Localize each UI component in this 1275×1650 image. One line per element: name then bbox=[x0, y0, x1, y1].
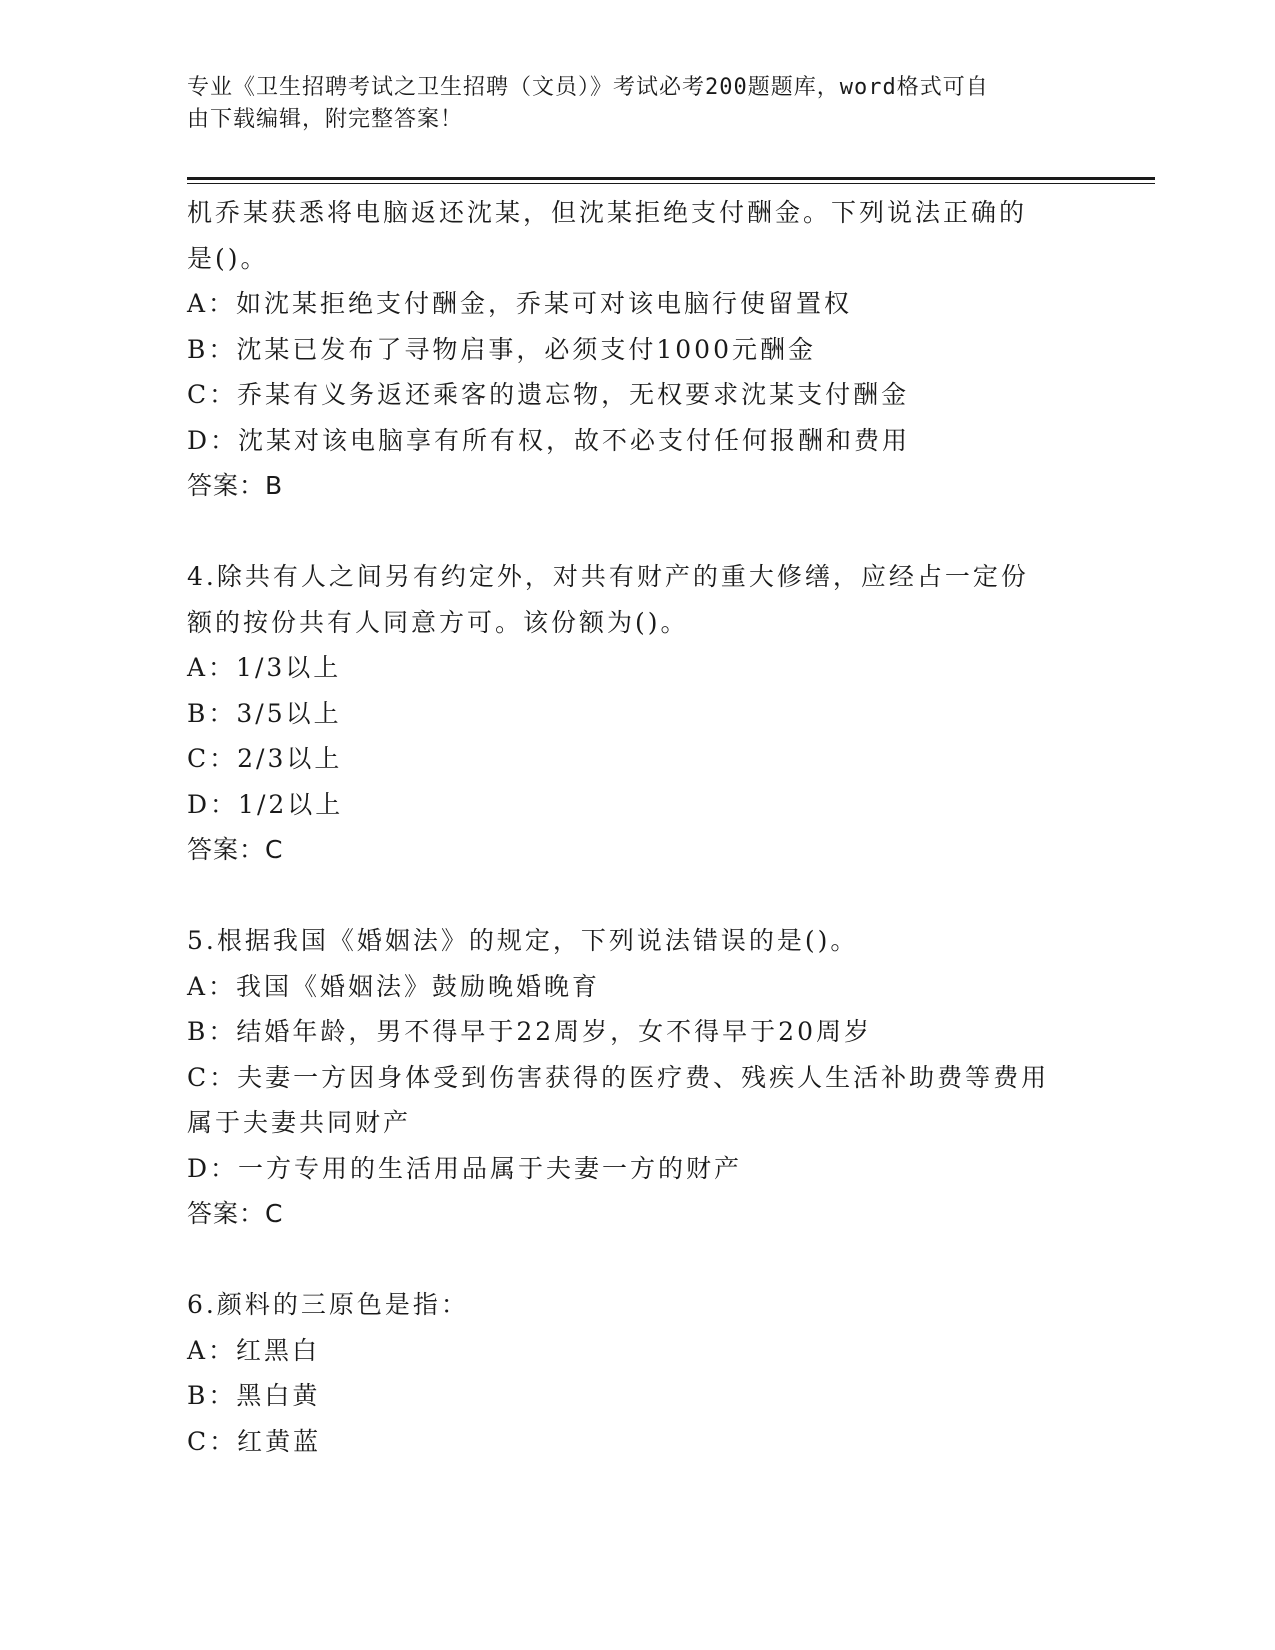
header-rule-thick bbox=[187, 177, 1155, 180]
question-6 bbox=[187, 1282, 1077, 1464]
option-c: C：乔某有义务返还乘客的遗忘物，无权要求沈某支付酬金 bbox=[187, 380, 910, 409]
question-4 bbox=[187, 554, 1077, 873]
option-a: A：1/3以上 bbox=[187, 653, 342, 682]
option-a: A：如沈某拒绝支付酬金，乔某可对该电脑行使留置权 bbox=[187, 289, 853, 318]
question-list bbox=[187, 190, 1077, 1464]
document-header bbox=[187, 72, 1067, 136]
option-d: D：沈某对该电脑享有所有权，故不必支付任何报酬和费用 bbox=[187, 425, 911, 455]
answer-label: 答案：C bbox=[187, 835, 284, 864]
spacer bbox=[187, 1237, 1077, 1283]
option-b: B：沈某已发布了寻物启事，必须支付1000元酬金 bbox=[187, 334, 816, 364]
question-stem: 额的按份共有人同意方可。该份额为()。 bbox=[187, 607, 689, 637]
header-line-1: 专业《卫生招聘考试之卫生招聘（文员）》考试必考200题题库，word格式可自 bbox=[187, 75, 989, 100]
option-c-continued: 属于夫妻共同财产 bbox=[187, 1108, 412, 1137]
spacer bbox=[187, 873, 1077, 919]
header-rule-thin bbox=[187, 183, 1155, 184]
question-3 bbox=[187, 190, 1077, 509]
option-b: B：3/5以上 bbox=[187, 698, 342, 728]
question-stem: 是()。 bbox=[187, 243, 269, 273]
option-d: D：一方专用的生活用品属于夫妻一方的财产 bbox=[187, 1153, 743, 1183]
option-a: A：我国《婚姻法》鼓励晚婚晚育 bbox=[187, 971, 601, 1001]
option-c: C：红黄蓝 bbox=[187, 1426, 322, 1456]
option-d: D：1/2以上 bbox=[187, 789, 344, 819]
option-c: C：夫妻一方因身体受到伤害获得的医疗费、残疾人生活补助费等费用 bbox=[187, 1062, 1050, 1092]
spacer bbox=[187, 509, 1077, 555]
question-stem: 4.除共有人之间另有约定外，对共有财产的重大修缮，应经占一定份 bbox=[187, 562, 1029, 591]
question-stem: 5.根据我国《婚姻法》的规定，下列说法错误的是()。 bbox=[187, 926, 859, 955]
answer-label: 答案：B bbox=[187, 471, 284, 500]
question-stem: 6.颜料的三原色是指： bbox=[187, 1290, 469, 1319]
question-5 bbox=[187, 918, 1077, 1237]
option-b: B：黑白黄 bbox=[187, 1381, 321, 1410]
answer-label: 答案：C bbox=[187, 1199, 284, 1228]
option-c: C：2/3以上 bbox=[187, 744, 343, 773]
header-line-2: 由下载编辑，附完整答案！ bbox=[187, 107, 464, 132]
question-stem: 机乔某获悉将电脑返还沈某，但沈某拒绝支付酬金。下列说法正确的 bbox=[187, 198, 1028, 227]
option-a: A：红黑白 bbox=[187, 1335, 321, 1365]
option-b: B：结婚年龄，男不得早于22周岁，女不得早于20周岁 bbox=[187, 1017, 872, 1046]
